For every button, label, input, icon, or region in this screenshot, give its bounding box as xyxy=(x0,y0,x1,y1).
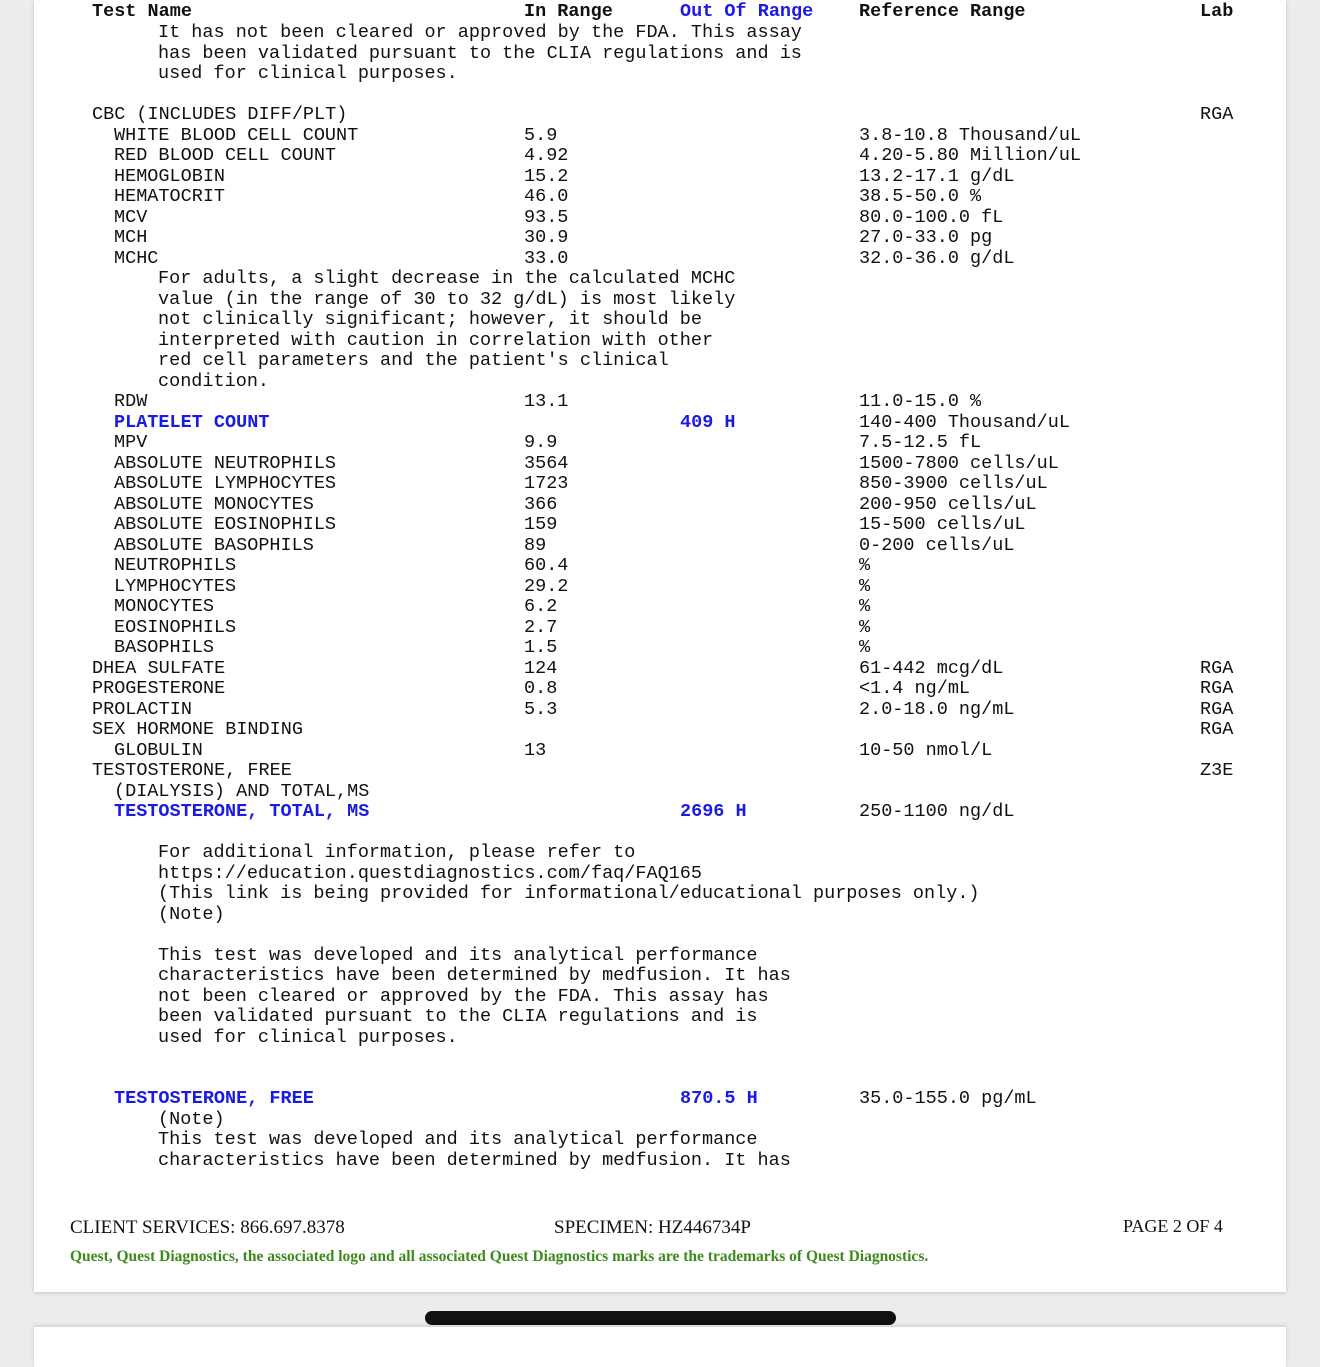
reference-range: 11.0-15.0 % xyxy=(859,391,982,412)
in-range-value: 4.92 xyxy=(524,145,569,166)
reference-range: 35.0-155.0 pg/mL xyxy=(859,1088,1037,1109)
in-range-value: 1723 xyxy=(524,473,569,494)
note-text: (Note) xyxy=(158,903,225,925)
test-name: MONOCYTES xyxy=(114,596,214,617)
in-range-value: 0.8 xyxy=(524,678,558,699)
table-row xyxy=(34,474,1286,495)
table-row xyxy=(34,433,1286,454)
lab-code: RGA xyxy=(1200,657,1234,679)
table-row xyxy=(34,1028,1286,1049)
note-text: characteristics have been determined by medfusion. It has xyxy=(158,965,791,986)
table-row xyxy=(34,23,1286,44)
table-row xyxy=(34,905,1286,926)
note-text: condition. xyxy=(158,370,270,392)
reference-range: % xyxy=(859,637,871,658)
table-row xyxy=(34,536,1286,557)
table-row xyxy=(34,966,1286,987)
test-name: MPV xyxy=(114,432,148,453)
out-of-range-value: Out Of Range xyxy=(680,1,814,22)
reference-range: % xyxy=(859,596,871,617)
table-row xyxy=(34,987,1286,1008)
test-name: GLOBULIN xyxy=(114,739,203,761)
in-range-value: 89 xyxy=(524,534,547,556)
note-text: value (in the range of 30 to 32 g/dL) is most likely xyxy=(158,288,736,310)
reference-range: 27.0-33.0 pg xyxy=(859,227,993,248)
reference-range: % xyxy=(859,555,871,576)
out-of-range-value: 409 H xyxy=(680,411,736,433)
table-row xyxy=(34,618,1286,639)
table-row xyxy=(34,310,1286,331)
in-range-value: 5.3 xyxy=(524,698,558,720)
note-text: used for clinical purposes. xyxy=(158,1026,458,1048)
test-name: RDW xyxy=(114,391,148,412)
table-row xyxy=(34,638,1286,659)
client-services: CLIENT SERVICES: 866.697.8378 xyxy=(70,1217,345,1238)
test-name: PLATELET COUNT xyxy=(114,411,270,433)
test-name: TESTOSTERONE, FREE xyxy=(114,1088,314,1109)
note-text: has been validated pursuant to the CLIA regulations and is xyxy=(158,42,802,64)
table-row xyxy=(34,1151,1286,1172)
table-row xyxy=(34,802,1286,823)
reference-range: % xyxy=(859,616,871,638)
note-text: not clinically significant; however, it should be xyxy=(158,309,702,330)
test-name: TESTOSTERONE, FREE xyxy=(92,760,292,781)
reference-range: 2.0-18.0 ng/mL xyxy=(859,698,1015,720)
reference-range: 4.20-5.80 Million/uL xyxy=(859,145,1082,166)
note-text: been validated pursuant to the CLIA regulations and is xyxy=(158,1006,758,1027)
test-name: ABSOLUTE MONOCYTES xyxy=(114,493,314,515)
in-range-value: 13 xyxy=(524,739,547,761)
in-range-value: 159 xyxy=(524,514,558,535)
lab-code: RGA xyxy=(1200,719,1234,740)
test-name: NEUTROPHILS xyxy=(114,555,237,576)
test-name: RED BLOOD CELL COUNT xyxy=(114,145,337,166)
table-row xyxy=(34,1007,1286,1028)
test-name: HEMOGLOBIN xyxy=(114,165,226,187)
trademark-notice: Quest, Quest Diagnostics, the associated logo and all associated Quest Diagnostics marks are the trademarks of Quest Diagnostics. xyxy=(70,1248,929,1265)
table-row xyxy=(34,187,1286,208)
in-range-value: 33.0 xyxy=(524,247,569,269)
table-row xyxy=(34,146,1286,167)
test-name: MCV xyxy=(114,206,148,228)
note-text: It has not been cleared or approved by the FDA. This assay xyxy=(158,22,802,43)
table-row xyxy=(34,413,1286,434)
note-text: interpreted with caution in correlation with other xyxy=(158,329,714,351)
page-number: PAGE 2 OF 4 xyxy=(1123,1216,1223,1236)
note-text: https://education.questdiagnostics.com/faq/FAQ165 xyxy=(158,862,702,884)
reference-range: 61-442 mcg/dL xyxy=(859,657,1004,679)
note-text: For additional information, please refer to xyxy=(158,842,636,863)
table-row xyxy=(34,864,1286,885)
reference-range: 32.0-36.0 g/dL xyxy=(859,247,1015,269)
table-row xyxy=(34,679,1286,700)
table-row xyxy=(34,392,1286,413)
table-row xyxy=(34,782,1286,803)
reference-range: 38.5-50.0 % xyxy=(859,186,982,207)
test-name: PROGESTERONE xyxy=(92,678,226,699)
table-row xyxy=(34,1089,1286,1110)
reference-range: 250-1100 ng/dL xyxy=(859,801,1015,822)
test-name: LYMPHOCYTES xyxy=(114,575,237,597)
table-row xyxy=(34,228,1286,249)
table-row xyxy=(34,351,1286,372)
reference-range: 3.8-10.8 Thousand/uL xyxy=(859,124,1082,146)
note-text: characteristics have been determined by medfusion. It has xyxy=(158,1149,791,1171)
table-row xyxy=(34,1110,1286,1131)
test-name: TESTOSTERONE, TOTAL, MS xyxy=(114,801,370,822)
lab-code: RGA xyxy=(1200,678,1234,699)
test-name: SEX HORMONE BINDING xyxy=(92,719,303,740)
reference-range: 140-400 Thousand/uL xyxy=(859,411,1070,433)
note-text: not been cleared or approved by the FDA. This assay has xyxy=(158,985,769,1007)
report-page xyxy=(34,0,1286,1292)
in-range-value: 6.2 xyxy=(524,596,558,617)
reference-range: 10-50 nmol/L xyxy=(859,739,993,761)
table-row xyxy=(34,290,1286,311)
table-row xyxy=(34,372,1286,393)
note-text: This test was developed and its analytical performance xyxy=(158,944,758,966)
table-row xyxy=(34,44,1286,65)
table-row xyxy=(34,597,1286,618)
in-range-value: 5.9 xyxy=(524,124,558,146)
test-name: ABSOLUTE EOSINOPHILS xyxy=(114,514,337,535)
in-range-value: 13.1 xyxy=(524,391,569,412)
table-row xyxy=(34,720,1286,741)
table-row xyxy=(34,2,1286,23)
reference-range: 15-500 cells/uL xyxy=(859,514,1026,535)
reference-range: 0-200 cells/uL xyxy=(859,534,1015,556)
out-of-range-value: 2696 H xyxy=(680,801,747,822)
table-row xyxy=(34,269,1286,290)
test-name: (DIALYSIS) AND TOTAL,MS xyxy=(114,780,370,802)
lab-code: RGA xyxy=(1200,698,1234,720)
test-name: BASOPHILS xyxy=(114,637,214,658)
note-text: For adults, a slight decrease in the calculated MCHC xyxy=(158,268,736,289)
lab-code: Z3E xyxy=(1200,760,1234,781)
in-range-value: 9.9 xyxy=(524,432,558,453)
in-range-value: 2.7 xyxy=(524,616,558,638)
in-range-value: 3564 xyxy=(524,452,569,474)
table-row xyxy=(34,515,1286,536)
specimen-id: SPECIMEN: HZ446734P xyxy=(554,1217,751,1238)
table-row xyxy=(34,167,1286,188)
in-range-value: 29.2 xyxy=(524,575,569,597)
lab-code: RGA xyxy=(1200,104,1234,125)
test-name: ABSOLUTE BASOPHILS xyxy=(114,534,314,556)
table-row xyxy=(34,741,1286,762)
table-row xyxy=(34,659,1286,680)
reference-range: Reference Range xyxy=(859,1,1026,22)
in-range-value: 93.5 xyxy=(524,206,569,228)
note-text: used for clinical purposes. xyxy=(158,63,458,84)
reference-range: 13.2-17.1 g/dL xyxy=(859,165,1015,187)
test-name: ABSOLUTE LYMPHOCYTES xyxy=(114,473,337,494)
in-range-value: 124 xyxy=(524,657,558,679)
reference-range: 80.0-100.0 fL xyxy=(859,206,1004,228)
reference-range: 850-3900 cells/uL xyxy=(859,473,1048,494)
lab-code: Lab xyxy=(1200,1,1234,22)
in-range-value: 1.5 xyxy=(524,637,558,658)
in-range-value: 60.4 xyxy=(524,555,569,576)
in-range-value: 30.9 xyxy=(524,227,569,248)
in-range-value: 366 xyxy=(524,493,558,515)
out-of-range-value: 870.5 H xyxy=(680,1088,758,1109)
table-row xyxy=(34,454,1286,475)
table-row xyxy=(34,64,1286,85)
in-range-value: 15.2 xyxy=(524,165,569,187)
note-text: (This link is being provided for informational/educational purposes only.) xyxy=(158,883,980,904)
table-row xyxy=(34,126,1286,147)
reference-range: <1.4 ng/mL xyxy=(859,678,971,699)
table-row xyxy=(34,700,1286,721)
table-row xyxy=(34,105,1286,126)
reference-range: % xyxy=(859,575,871,597)
test-name: WHITE BLOOD CELL COUNT xyxy=(114,124,359,146)
table-row xyxy=(34,249,1286,270)
table-row xyxy=(34,495,1286,516)
test-name: HEMATOCRIT xyxy=(114,186,226,207)
next-page xyxy=(34,1327,1286,1367)
table-row xyxy=(34,843,1286,864)
scroll-handle[interactable] xyxy=(425,1311,896,1325)
in-range-value: In Range xyxy=(524,1,613,22)
table-row xyxy=(34,556,1286,577)
note-text: red cell parameters and the patient's clinical xyxy=(158,350,669,371)
test-name: Test Name xyxy=(92,1,192,22)
in-range-value: 46.0 xyxy=(524,186,569,207)
table-row xyxy=(34,761,1286,782)
table-row xyxy=(34,1130,1286,1151)
table-row xyxy=(34,331,1286,352)
table-row xyxy=(34,946,1286,967)
note-text: This test was developed and its analytical performance xyxy=(158,1129,758,1150)
test-name: CBC (INCLUDES DIFF/PLT) xyxy=(92,104,348,125)
table-row xyxy=(34,577,1286,598)
note-text: (Note) xyxy=(158,1108,225,1130)
test-name: ABSOLUTE NEUTROPHILS xyxy=(114,452,337,474)
test-name: MCH xyxy=(114,227,148,248)
test-name: DHEA SULFATE xyxy=(92,657,226,679)
test-name: PROLACTIN xyxy=(92,698,192,720)
test-name: MCHC xyxy=(114,247,159,269)
table-row xyxy=(34,884,1286,905)
reference-range: 1500-7800 cells/uL xyxy=(859,452,1059,474)
test-name: EOSINOPHILS xyxy=(114,616,237,638)
table-row xyxy=(34,208,1286,229)
reference-range: 7.5-12.5 fL xyxy=(859,432,982,453)
reference-range: 200-950 cells/uL xyxy=(859,493,1037,515)
